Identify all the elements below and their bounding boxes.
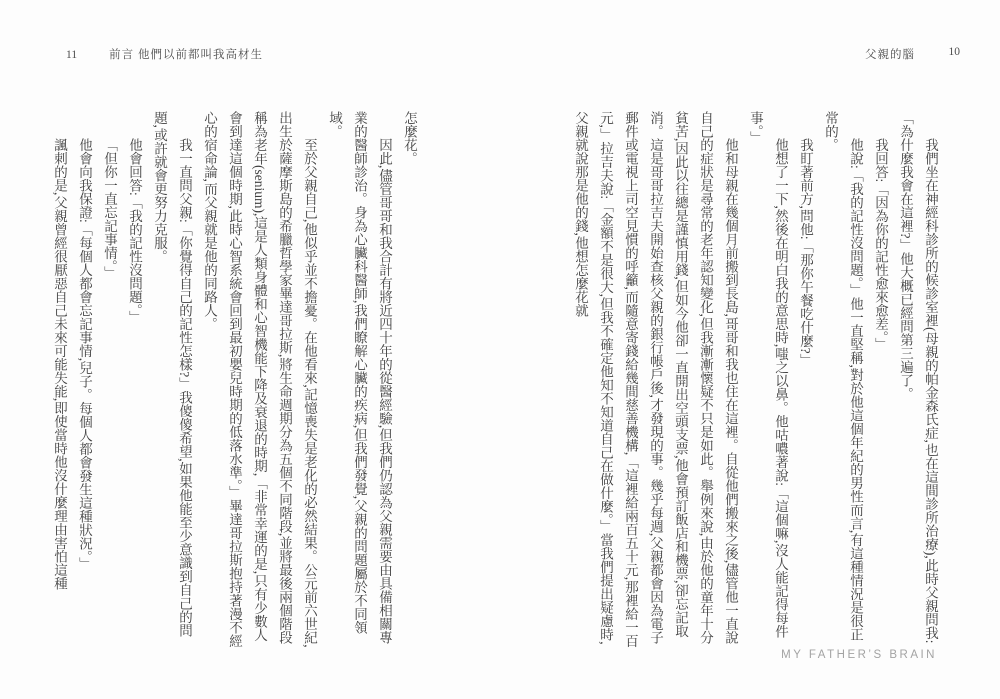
paragraph: 我盯著前方,問他:「那你午餐吃什麼?」: [798, 138, 813, 368]
left-page-body: [47, 111, 422, 652]
left-header-title: 前言 他們以前都叫我高材生: [109, 49, 263, 61]
left-running-head: [66, 46, 263, 62]
left-page-number: 11: [66, 49, 78, 61]
right-page: [500, 0, 1000, 699]
book-english-title: MY FATHER’S BRAIN: [781, 649, 937, 661]
right-header-title: 父親的腦: [865, 49, 915, 61]
paragraph: 因此,儘管哥哥和我合計有將近四十年的從醫經驗,但我們仍認為父親需要由具備相關專業的醫師診治。身為心臟科醫師,我們瞭解心臟的疾病,但我們發覺,父親的問題屬於不同領域。: [327, 111, 392, 645]
paragraph: 他和母親在幾個月前搬到長島,哥哥和我也住在這裡。自從他們搬來之後,儘管他一直說自己的症狀是尋常的老年認知變化,但我漸漸懷疑不只是如此。舉例來說,由於他的童年十分貧苦,因此以往總是謹慎用錢,但如今他卻一直開出空頭支票,他會預訂飯店和機票,卻忘記取消。這是哥哥拉吉夫開始查核父親的銀行帳戶後,才發現的事。幾乎每週,父親都會因為電子郵件或電視上司空見慣的呼籲,而隨意寄錢給幾間慈善機構,「這裡給兩百五十元,那裡給一百元,」拉吉夫說:「金額不是很大,但我不確定他知不知道自己在做什麼。」當我們提出疑慮時,父親就說那是他的錢,他想怎麼花就: [573, 111, 738, 648]
paragraph: 諷刺的是,父親曾經很厭惡自己未來可能失能,即使當時他沒什麼理由害怕這種: [52, 138, 67, 591]
right-page-body: [568, 111, 943, 652]
paragraph: 我們坐在神經科診所的候診室裡(母親的帕金森氏症,也在這間診所治療),此時父親問我:「為什麼我會在這裡?」他大概已經問第三遍了。: [898, 111, 938, 644]
paragraph: 至於父親自己,他似乎並不擔憂。在他看來,記憶喪失是老化的必然結果。公元前六世紀,出生於薩摩斯島的希臘哲學家畢達哥拉斯,將生命週期分為五個不同階段,並將最後兩個階段稱為老年(senium),這是人類身體和心智機能下降及衰退的時期,「非常幸運的是,只有少數人會到達這個時期,此時心智系統會回到最初嬰兒時期的低落水準。」畢達哥拉斯抱持著漫不經心的宿命論,而父親就是他的同路人。: [202, 111, 317, 648]
paragraph: 我回答:「因為你的記性愈來愈差。」: [873, 138, 888, 352]
paragraph: 他說:「我的記性沒問題。」他一直堅稱,對於他這個年紀的男性而言,有這種情況是很正常的。: [823, 111, 863, 642]
paragraph: 怎麼花。: [402, 111, 417, 165]
paragraph: 「但你一直忘記事情。」: [102, 138, 117, 280]
paragraph: 他想了一下,然後在明白我的意思時,嗤之以鼻。他咕噥著說:「這個嘛,沒人能記得每件事。」: [748, 111, 788, 638]
paragraph: 他會回答:「我的記性沒問題。」: [127, 138, 142, 325]
paragraph: 他會向我保證:「每個人都會忘記事情,兒子。每個人都會發生這種狀況。」: [77, 138, 92, 571]
right-page-number: 10: [948, 46, 960, 58]
paragraph: 我一直問父親:「你覺得自己的記性怎樣?」我傻傻希望,如果他能至少意識到自己的問題,或許就會更努力克服。: [152, 111, 192, 638]
